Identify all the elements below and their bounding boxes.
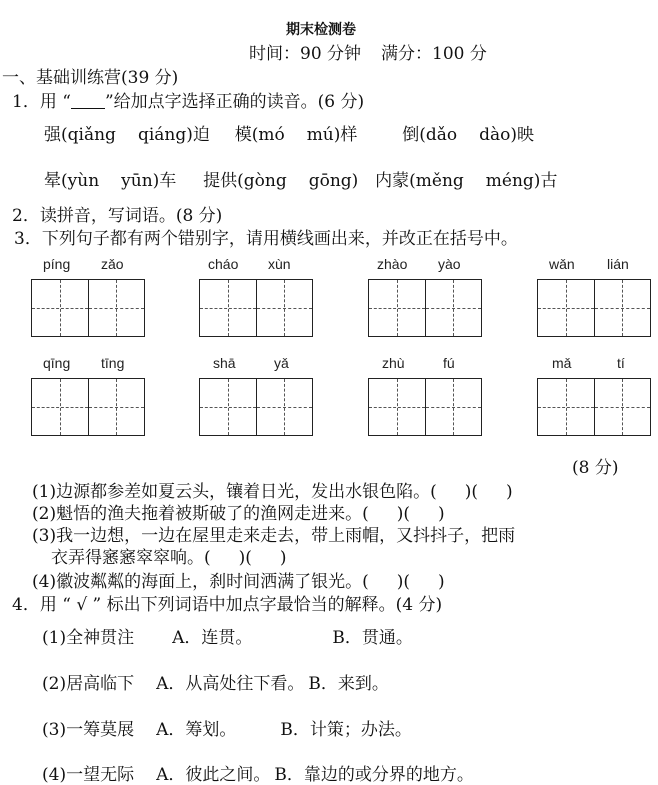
pinyin-label: cháo (208, 256, 239, 272)
writing-cell[interactable] (88, 280, 145, 336)
exam-title: 期末检测卷 (286, 22, 356, 38)
option-b[interactable]: B．来到。 (308, 674, 389, 694)
writing-cell[interactable] (369, 379, 425, 435)
pinyin-choice-item: 晕(yùn yūn)车 (44, 171, 177, 191)
writing-grid[interactable] (31, 378, 145, 436)
answer-parens[interactable]: ( )( ) (430, 482, 513, 502)
pinyin-choice-item: 提供(gòng gōng) (203, 171, 359, 191)
question-3-prompt: 3．下列句子都有两个错别字，请用横线画出来，并改正在括号中。 (14, 229, 518, 249)
correction-item-1: (1)边源都参差如夏云头，镶着日光，发出水银色陷。( )( ) (32, 482, 513, 502)
meaning-item-2: (2)居高临下 A．从高处往下看。 B．来到。 (42, 674, 389, 694)
question-1-suffix: ”给加点字选择正确的读音。(6 分) (104, 92, 365, 112)
answer-parens[interactable]: ( )( ) (362, 572, 445, 592)
exam-full-score: 满分：100 分 (381, 44, 487, 64)
question-1-number: 1． (12, 92, 40, 112)
writing-grid[interactable] (368, 279, 482, 337)
writing-grid[interactable] (199, 378, 313, 436)
writing-cell[interactable] (425, 379, 482, 435)
writing-cell[interactable] (538, 280, 594, 336)
pinyin-label: wǎn (549, 256, 575, 272)
option-a[interactable]: A．连贯。 (172, 628, 253, 648)
exam-info (249, 39, 487, 64)
pinyin-choice-row-1 (44, 120, 534, 145)
writing-cell[interactable] (32, 379, 88, 435)
pinyin-choice-row-2 (44, 166, 557, 191)
question-3-score: (8 分) (572, 458, 619, 478)
writing-grid[interactable] (199, 279, 313, 337)
pinyin-choice-item: 内蒙(měng méng)古 (375, 171, 558, 191)
option-a[interactable]: A．筹划。 (156, 720, 237, 740)
pinyin-label: tí (617, 355, 625, 371)
correction-item-3-cont: 衣弄得窸窸窣窣响。( )( ) (51, 548, 287, 568)
pinyin-label: lián (607, 256, 629, 272)
writing-cell[interactable] (88, 379, 145, 435)
exam-time: 时间：90 分钟 (249, 44, 362, 64)
writing-grid[interactable] (537, 378, 651, 436)
pinyin-choice-item: 模(mó mú)样 (234, 125, 358, 145)
pinyin-label: yào (438, 256, 461, 272)
writing-cell[interactable] (369, 280, 425, 336)
question-2-prompt: 2．读拼音，写词语。(8 分) (12, 206, 223, 226)
pinyin-label: qīng (43, 355, 71, 371)
writing-cell[interactable] (425, 280, 482, 336)
pinyin-label: zǎo (101, 256, 124, 272)
meaning-item-3: (3)一筹莫展 A．筹划。 B．计策；办法。 (42, 720, 412, 740)
pinyin-label: zhù (382, 355, 405, 371)
option-b[interactable]: B．计策；办法。 (280, 720, 412, 740)
writing-cell[interactable] (538, 379, 594, 435)
pinyin-choice-item: 倒(dǎo dào)映 (402, 125, 535, 145)
option-a[interactable]: A．从高处往下看。 (156, 674, 305, 694)
pinyin-label: mǎ (552, 355, 572, 371)
writing-grid[interactable] (31, 279, 145, 337)
pinyin-label: shā (213, 355, 236, 371)
question-1-prompt (12, 87, 364, 112)
pinyin-label: zhào (377, 256, 408, 272)
writing-grid[interactable] (537, 279, 651, 337)
correction-item-4: (4)徽波粼粼的海面上，刹时间洒满了银光。( )( ) (32, 572, 445, 592)
pinyin-label: píng (43, 256, 71, 272)
writing-cell[interactable] (594, 280, 651, 336)
correction-item-2: (2)魁悟的渔夫拖着被斯破了的渔网走进来。( )( ) (32, 504, 445, 524)
option-a[interactable]: A．彼此之间。 (156, 765, 271, 785)
writing-cell[interactable] (32, 280, 88, 336)
answer-blank (71, 91, 105, 109)
pinyin-choice-item: 强(qiǎng qiáng)迫 (44, 125, 210, 145)
option-b[interactable]: B．贯通。 (332, 628, 413, 648)
writing-cell[interactable] (200, 379, 256, 435)
writing-cell[interactable] (594, 379, 651, 435)
meaning-item-4: (4)一望无际 A．彼此之间。 B．靠边的或分界的地方。 (42, 765, 474, 785)
correction-item-3: (3)我一边想，一边在屋里走来走去，带上雨帽，又抖抖子，把雨 (32, 526, 516, 546)
pinyin-label: tīng (101, 355, 125, 371)
writing-cell[interactable] (256, 280, 313, 336)
option-b[interactable]: B．靠边的或分界的地方。 (274, 765, 474, 785)
section-heading: 一、基础训练营(39 分) (2, 68, 179, 88)
writing-cell[interactable] (200, 280, 256, 336)
question-1-prefix: 用 “ (39, 92, 71, 112)
question-4-prompt: 4．用 “ √ ” 标出下列词语中加点字最恰当的解释。(4 分) (12, 595, 443, 615)
answer-parens[interactable]: ( )( ) (362, 504, 445, 524)
writing-cell[interactable] (256, 379, 313, 435)
pinyin-label: yǎ (274, 355, 289, 371)
pinyin-label: xùn (268, 256, 291, 272)
pinyin-label: fú (443, 355, 455, 371)
meaning-item-1: (1)全神贯注 A．连贯。 B．贯通。 (42, 628, 413, 648)
writing-grid[interactable] (368, 378, 482, 436)
answer-parens[interactable]: ( )( ) (204, 548, 287, 568)
